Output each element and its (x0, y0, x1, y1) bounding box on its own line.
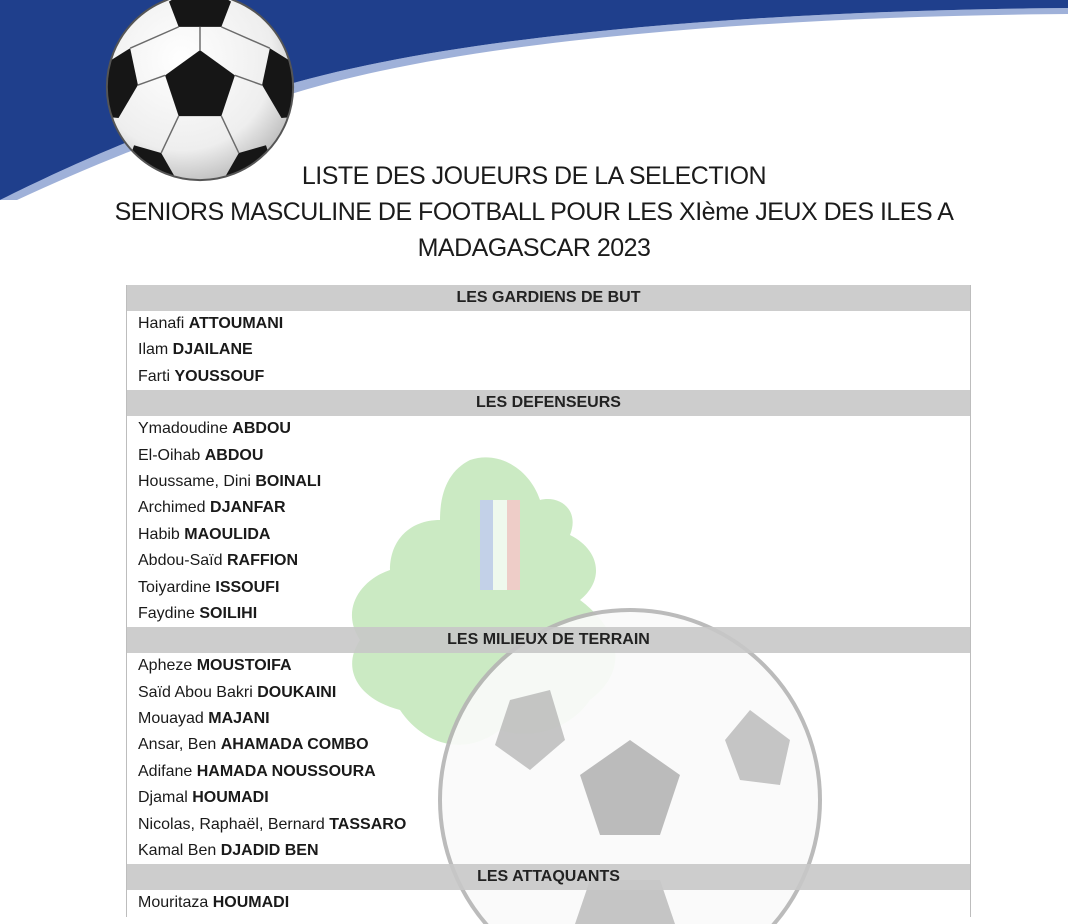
player-last-name: DJADID BEN (220, 842, 319, 860)
player-roster-table (126, 285, 971, 917)
title-line-2: SENIORS MASCULINE DE FOOTBALL POUR LES XIème JEUX DES ILES A (114, 198, 954, 226)
title-line-3: MADAGASCAR 2023 (417, 234, 651, 262)
player-first-name: Ilam (138, 341, 173, 359)
document-title (0, 158, 1068, 266)
player-last-name: ABDOU (232, 420, 291, 438)
football-logo (103, 0, 297, 184)
player-last-name: YOUSSOUF (174, 367, 265, 385)
player-last-name: MAJANI (208, 710, 270, 728)
player-row (127, 416, 970, 442)
player-first-name: Habib (138, 525, 185, 543)
player-first-name: Djamal (138, 789, 193, 807)
player-last-name: HOUMADI (212, 894, 290, 912)
player-last-name: DOUKAINI (257, 683, 337, 701)
section-header: LES GARDIENS DE BUT (127, 285, 970, 311)
player-first-name: Ansar, Ben (138, 736, 221, 754)
player-row (127, 522, 970, 548)
player-last-name: MAOULIDA (184, 525, 271, 543)
player-row (127, 680, 970, 706)
player-last-name: HAMADA NOUSSOURA (196, 762, 376, 780)
section-header: LES DEFENSEURS (127, 390, 970, 416)
player-row (127, 469, 970, 495)
player-last-name: HOUMADI (192, 789, 269, 807)
player-row (127, 785, 970, 811)
player-first-name: Kamal Ben (138, 842, 221, 860)
player-row (127, 812, 970, 838)
player-row (127, 311, 970, 337)
player-first-name: Ymadoudine (138, 420, 233, 438)
player-last-name: DJAILANE (172, 341, 253, 359)
player-last-name: ABDOU (204, 446, 264, 464)
player-row (127, 575, 970, 601)
player-row (127, 601, 970, 627)
player-row (127, 890, 970, 916)
player-first-name: Faydine (138, 604, 200, 622)
player-first-name: Apheze (138, 657, 197, 675)
player-row (127, 443, 970, 469)
section-header: LES MILIEUX DE TERRAIN (127, 627, 970, 653)
player-last-name: RAFFION (226, 552, 299, 570)
player-first-name: Mouayad (138, 710, 209, 728)
player-row (127, 653, 970, 679)
player-row (127, 706, 970, 732)
player-row (127, 495, 970, 521)
title-line-1: LISTE DES JOUEURS DE LA SELECTION (301, 162, 767, 190)
player-first-name: Farti (138, 367, 175, 385)
player-first-name: Houssame, Dini (138, 472, 256, 490)
player-first-name: Toiyardine (138, 578, 216, 596)
player-last-name: BOINALI (255, 472, 322, 490)
section-header: LES ATTAQUANTS (127, 864, 970, 890)
player-row (127, 759, 970, 785)
player-first-name: El-Oihab (138, 446, 205, 464)
player-first-name: Saïd Abou Bakri (138, 683, 258, 701)
player-first-name: Nicolas, Raphaël, Bernard (138, 815, 330, 833)
player-first-name: Abdou-Saïd (138, 552, 227, 570)
player-row (127, 364, 970, 390)
player-first-name: Adifane (138, 762, 197, 780)
player-row (127, 337, 970, 363)
player-last-name: MOUSTOIFA (196, 657, 292, 675)
player-row (127, 838, 970, 864)
player-row (127, 732, 970, 758)
player-first-name: Hanafi (138, 315, 189, 332)
player-row (127, 548, 970, 574)
player-last-name: ISSOUFI (215, 578, 280, 596)
player-first-name: Mouritaza (138, 894, 213, 912)
player-last-name: SOILIHI (199, 604, 258, 622)
player-first-name: Archimed (138, 499, 211, 517)
player-last-name: TASSARO (329, 815, 407, 833)
player-last-name: DJANFAR (210, 499, 286, 517)
player-last-name: ATTOUMANI (188, 315, 284, 332)
player-last-name: AHAMADA COMBO (220, 736, 369, 754)
